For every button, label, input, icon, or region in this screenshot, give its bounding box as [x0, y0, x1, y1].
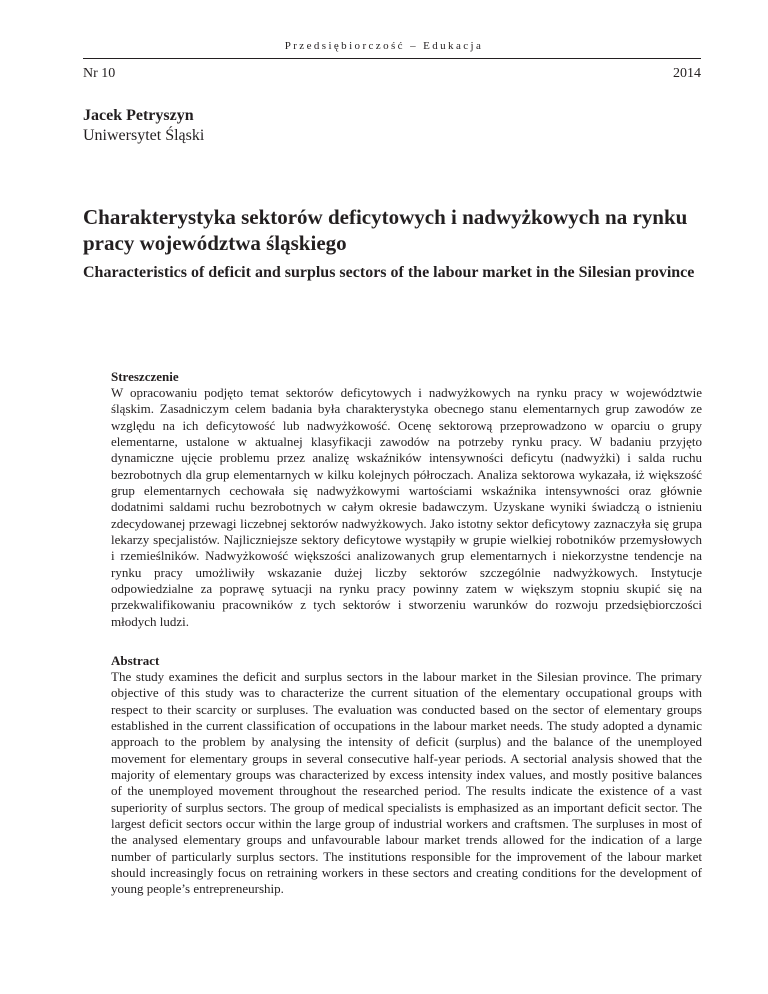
running-head: Przedsiębiorczość – Edukacja	[284, 40, 484, 52]
title-polish: Charakterystyka sektorów deficytowych i nadwyżkowych na rynku pracy województwa śląskiego	[83, 205, 688, 255]
streszczenie-section	[111, 368, 702, 630]
abstract-section	[111, 652, 702, 898]
issue-year: 2014	[673, 66, 701, 81]
abstract-text: The study examines the deficit and surplus sectors in the labour market in the Silesian province. The primary objective of this study was to characterize the current situation of the elementary occupational groups with respect to their scarcity or surpluses. The evaluation was conducted based on the sector of elementary groups established in the current classification of occupations in the labour market needs. The study adopted a dynamic approach to the problem by analysing the intensity of deficit (surplus) and the balance of the unemployed movement for elementary groups in several consecutive half-year periods. A sectorial analysis showed that the majority of elementary groups was characterized by excess intensity index values, and mostly positive balances of the unemployed movement throughout the researched period. The results indicate the existence of a vast superiority of surplus sectors. The group of medical specialists is emphasized as an important deficit sector. The largest deficit sectors occur within the large group of industrial workers and craftsmen. The surpluses in most of the analysed elementary groups and unfavourable labour market trends allowed for the indication of a large number of particularly surplus sectors. The institutions responsible for the improvement of the labour market should increasingly focus on retraining workers in these sectors and creating conditions for the development of young people’s entrepreneurship.	[111, 669, 702, 897]
streszczenie-text: W opracowaniu podjęto temat sektorów deficytowych i nadwyżkowych na rynku pracy w województwie śląskim. Zasadniczym celem badania była charakterystyka obecnego stanu elementarnych grup zawodów ze względu na ich deficytowość lub nadwyżkowość. Ocenę sektorową przeprowadzono w oparciu o grupy elementarne, ustalone w aktualnej klasyfikacji zawodów na potrzeby rynku pracy. W badaniu przyjęto dynamiczne ujęcie problemu przez analizę wskaźników intensywności deficytu (nadwyżki) i salda ruchu bezrobotnych dla grup elementarnych w kilku kolejnych półroczach. Analiza sektorowa wykazała, iż większość grup elementarnych cechowała się nadwyżkowymi wartościami wskaźnika intensywności oraz głównie dodatnimi saldami ruchu bezrobotnych w całym okresie badawczym. Uzyskane wyniki świadczą o istnieniu zdecydowanej przewagi liczebnej sektorów nadwyżkowych. Jako istotny sektor deficytowy zaznaczyła się grupa lekarzy specjalistów. Najliczniejsze sektory deficytowe wystąpiły w grupie wielkiej robotników przemysłowych i rzemieślników. Nadwyżkowość większości analizowanych grup elementarnych i niekorzystne tendencje na rynku pracy umożliwiły wskazanie dużej liczby sektorów szczególnie nadwyżkowych. Instytucje odpowiedzialne za poprawę sytuacji na rynku pracy powinny zatem w większym stopniu skupić się na przekwalifikowaniu pracowników z tych sektorów i stworzeniu warunków do rozwoju przedsiębiorczości młodych ludzi.	[111, 385, 702, 629]
header-rule	[83, 58, 701, 59]
author-name: Jacek Petryszyn	[83, 107, 194, 124]
author-affiliation: Uniwersytet Śląski	[83, 127, 205, 144]
streszczenie-heading: Streszczenie	[111, 369, 179, 384]
issue-number: Nr 10	[83, 66, 116, 81]
abstract-heading: Abstract	[111, 653, 160, 668]
title-english: Characteristics of deficit and surplus sectors of the labour market in the Silesian province	[83, 264, 695, 281]
